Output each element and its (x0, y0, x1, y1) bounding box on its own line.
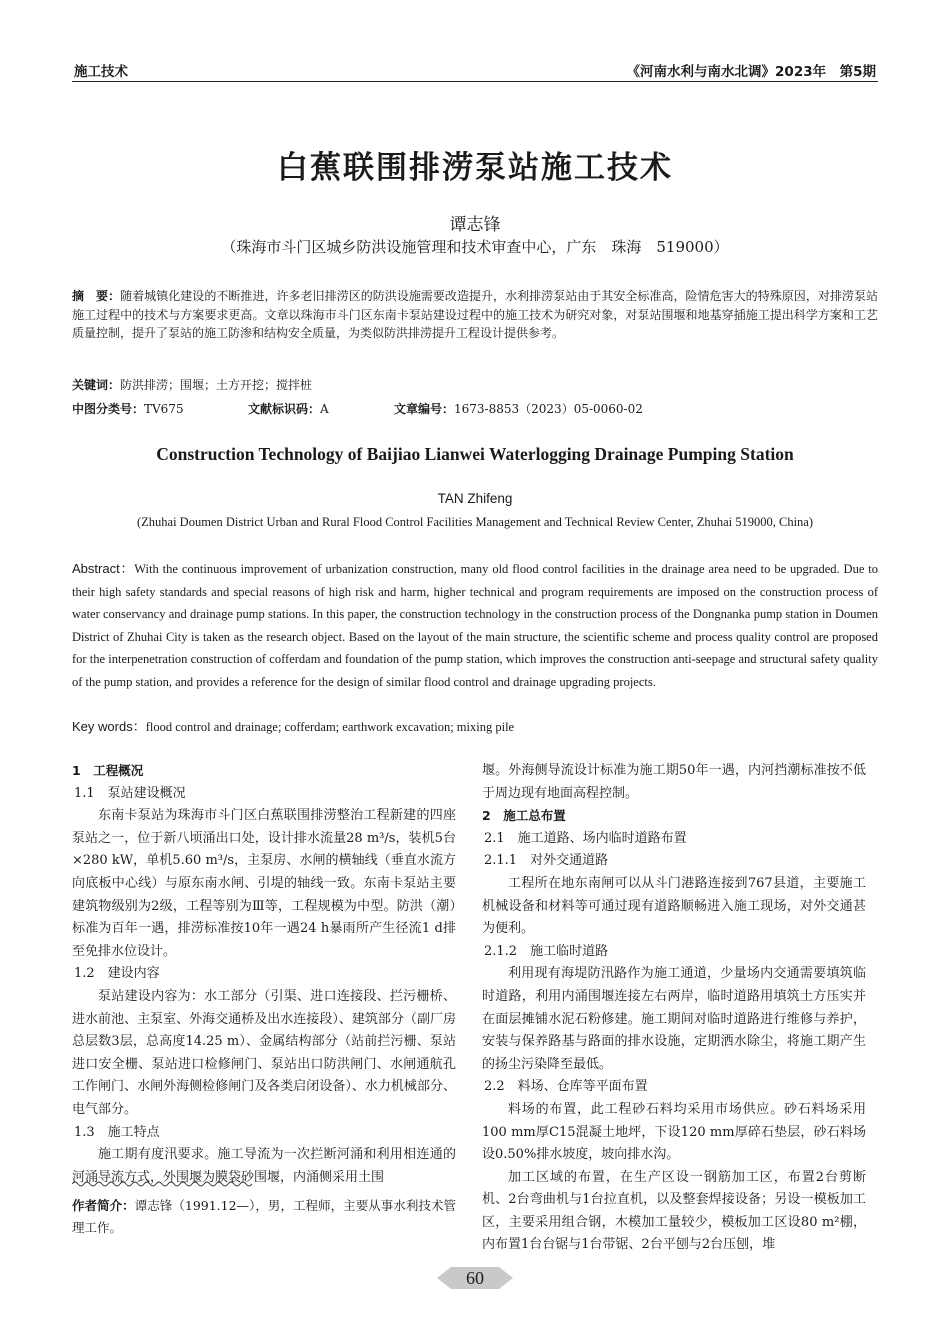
author-bio-text: 谭志锋（1991.12—），男，工程师，主要从事水利技术管理工作。 (72, 1198, 456, 1235)
keywords-cn (72, 376, 878, 393)
subsection-heading: 1.3 施工特点 (74, 1124, 160, 1140)
abstract-en-text: With the continuous improvement of urbanization construction, many old flood control facilities in the drainage area need to be upgraded. Due to their high safety standards and special reasons of high risk and harm, higher technical and program requirements are imposed on the construction process of water conservancy and drainage pump stations. In this paper, the construction technology in the construction process of the Dongnanka pump station in Doumen District of Zhuhai City is taken as the research object. Based on the layout of the main structure, the scientific scheme and process quality control are proposed for the interpenetration construction of cofferdam and foundation of the pump station, which improves the construction anti-seepage and structural safety quality of the pump station, and provides a reference for the design of similar flood control and drainage upgrading projects. (72, 562, 879, 689)
keywords-en-label: Key words： (72, 719, 146, 734)
paper-title: 白蕉联围排涝泵站施工技术 (277, 150, 673, 186)
subsubsection-heading: 2.1.1 对外交通道路 (484, 853, 609, 869)
subsubsection-heading: 2.1.2 施工临时道路 (484, 943, 609, 959)
article-number (394, 400, 643, 417)
footnote-separator (72, 1180, 254, 1188)
abstract-cn-label: 摘 要： (72, 289, 121, 303)
page-number-badge (437, 1266, 513, 1290)
author-bio-footnote (72, 1195, 456, 1239)
keywords-cn-label: 关键词： (72, 378, 121, 392)
article-label: 文章编号： (394, 402, 455, 416)
keywords-cn-text: 防洪排涝；围堰；土方开挖；搅拌桩 (120, 378, 313, 392)
document-code (248, 400, 329, 417)
paragraph: 利用现有海堤防汛路作为施工通道，少量场内交通需要填筑临时道路，利用内涌围堰连接左右两岸，临时道路用填筑土方压实并在面层摊铺水泥石粉修建。施工期间对临时道路进行维修与养护，安装与保养路基与路面的排水设施，定期洒水除尘，将施工期产生的扬尘污染降至最低。 (482, 966, 866, 1072)
paragraph: 泵站建设内容为：水工部分（引渠、进口连接段、拦污栅桥、进水前池、主泵室、外海交通桥及出水连接段）、建筑部分（副厂房总层数3层，总高度14.25 m）、金属结构部分（站前拦污栅、泵站进口安全栅、泵站进口检修闸门、泵站出口防洪闸门、水闸通航孔工作闸门、水闸外海侧检修闸门及各类启闭设备）、水力机械部分、电气部分。 (72, 988, 456, 1117)
subsection-heading: 1.2 建设内容 (74, 966, 160, 982)
section-heading: 1 工程概况 (72, 763, 144, 778)
author-affiliation: （珠海市斗门区城乡防洪设施管理和技术审查中心，广东 珠海 519000） (221, 238, 729, 256)
abstract-en (72, 558, 878, 694)
abstract-en-label: Abstract： (72, 561, 135, 576)
paragraph: 施工期有度汛要求。施工导流为一次拦断河涌和利用相连通的河涌导流方式，外围堰为膜袋砂围堰，内涌侧采用土围 (72, 1147, 456, 1185)
page-number: 60 (466, 1268, 484, 1288)
doc-value: A (320, 402, 329, 416)
english-title: Construction Technology of Baijiao Lianwei Waterlogging Drainage Pumping Station (156, 444, 794, 464)
paragraph: 东南卡泵站为珠海市斗门区白蕉联围排涝整治工程新建的四座泵站之一，位于新八顷涌出口处，设计排水流量28 m³/s，装机5台×280 kW，单机5.60 m³/s，主泵房、水闸的横轴线（垂直水流方向底板中心线）与原东南水闸、引堤的轴线一致。东南卡泵站主要建筑物级别为2级，工程等别为Ⅲ等，工程规模为中型。防洪（潮）标准为百年一遇，排涝标准按10年一遇24 h暴雨所产生径流1 d排至免排水位设计。 (72, 808, 456, 959)
abstract-cn-text: 随着城镇化建设的不断推进，许多老旧排涝区的防洪设施需要改造提升，水利排涝泵站由于其安全标准高，险情危害大的特殊原因，对排涝泵站施工过程中的技术与方案要求更高。文章以珠海市斗门区东南卡泵站建设过程中的施工技术为研究对象，对泵站围堰和地基穿插施工提出科学方案和工艺质量控制，提升了泵站的施工防渗和结构安全质量，为类似防洪排涝提升工程设计提供参考。 (72, 289, 878, 341)
header-section: 施工技术 (74, 64, 128, 80)
subsection-heading: 2.2 料场、仓库等平面布置 (484, 1079, 648, 1095)
english-affiliation: (Zhuhai Doumen District Urban and Rural Flood Control Facilities Management and Technical Review Center, Zhuhai 519000, China) (136, 515, 814, 529)
paragraph: 工程所在地东南闸可以从斗门港路连接到767县道，主要施工机械设备和材料等可通过现有道路顺畅进入施工现场，对外交通甚为便利。 (482, 875, 866, 937)
subsection-heading: 1.1 泵站建设概况 (74, 785, 186, 801)
keywords-en-text: flood control and drainage; cofferdam; earthwork excavation; mixing pile (145, 720, 515, 734)
paragraph: 堰。外海侧导流设计标准为施工期50年一遇，内河挡潮标准按不低于周边现有地面高程控制。 (482, 763, 866, 801)
clc-number (72, 400, 184, 417)
doc-label: 文献标识码： (248, 402, 321, 416)
body-column-left (72, 760, 456, 1189)
section-heading: 2 施工总布置 (482, 808, 566, 824)
paragraph: 加工区域的布置，在生产区设一钢筋加工区，布置2台剪断机、2台弯曲机与1台拉直机，以及整套焊接设备；另设一模板加工区，主要采用组合钢，木模加工量较少，模板加工区设80 m²棚，内布置1台台锯与1台带锯、2台平刨与2台压刨，堆 (482, 1169, 866, 1253)
clc-label: 中图分类号： (72, 402, 145, 416)
keywords-en (72, 716, 878, 735)
article-value: 1673-8853（2023）05-0060-02 (454, 402, 643, 416)
author-bio-label: 作者简介： (72, 1198, 135, 1213)
subsection-heading: 2.1 施工道路、场内临时道路布置 (484, 830, 687, 846)
english-author: TAN Zhifeng (437, 491, 513, 506)
abstract-cn (72, 287, 878, 343)
body-column-right (482, 760, 866, 1257)
paragraph: 料场的布置，此工程砂石料均采用市场供应。砂石料场采用100 mm厚C15混凝土地坪，下设120 mm厚碎石垫层，砂石料场设0.50%排水坡度，坡向排水沟。 (482, 1101, 866, 1163)
clc-value: TV675 (144, 402, 184, 416)
author-name: 谭志锋 (449, 215, 501, 235)
running-header (72, 58, 878, 80)
header-rule (72, 81, 878, 82)
header-journal: 《河南水利与南水北调》2023年 第5期 (626, 64, 876, 80)
